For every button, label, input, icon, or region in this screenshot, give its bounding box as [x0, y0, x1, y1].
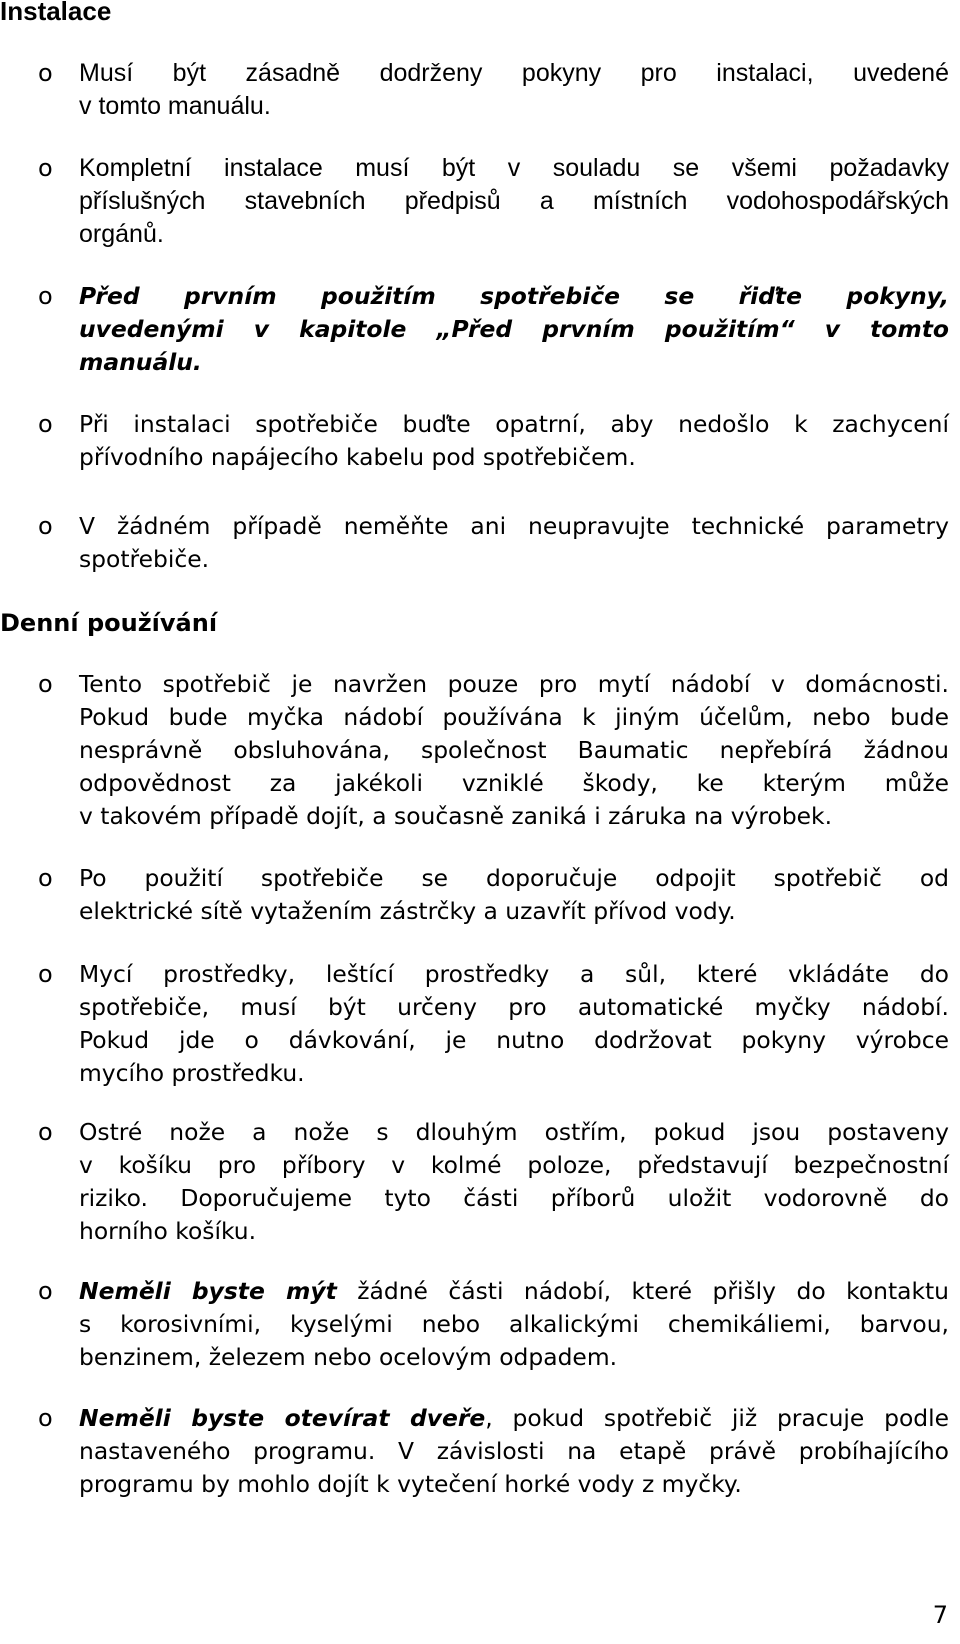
text-line: Při instalaci spotřebiče buďte opatrní, aby nedošlo k zachycení [79, 410, 949, 438]
text-line: v tomto manuálu. [79, 92, 271, 120]
text-line: V žádném případě neměňte ani neupravujte technické parametry [79, 512, 949, 540]
text-line: uvedenými v kapitole „Před prvním použitím“ v tomto [79, 315, 949, 343]
text-line: nesprávně obsluhována, společnost Baumatic nepřebírá žádnou [79, 736, 949, 764]
text-line: v košíku pro příbory v kolmé poloze, představují bezpečnostní [79, 1151, 949, 1179]
bullet-marker: o [38, 59, 53, 87]
text-line: manuálu. [79, 348, 202, 376]
text-line: spotřebiče. [79, 545, 210, 573]
text-line: Musí být zásadně dodrženy pokyny pro instalaci, uvedené [79, 59, 949, 87]
text-line: Pokud bude myčka nádobí používána k jiným účelům, nebo bude [79, 703, 949, 731]
text-line: Před prvním použitím spotřebiče se řiďte pokyny, [79, 282, 949, 310]
bullet-marker: o [38, 670, 53, 698]
bullet-marker: o [38, 1277, 53, 1305]
text-line: mycího prostředku. [79, 1059, 305, 1087]
text-line: nastaveného programu. V závislosti na etapě právě probíhajícího [79, 1437, 949, 1465]
list-item-text [79, 152, 949, 251]
text-line: Mycí prostředky, leštící prostředky a sůl, které vkládáte do [79, 960, 949, 988]
text-line: odpovědnost za jakékoli vzniklé škody, ke kterým může [79, 769, 949, 797]
emphasis-text: Neměli byste mýt [79, 1277, 337, 1305]
text-line [79, 1275, 949, 1308]
list-item-text [79, 862, 949, 928]
bullet-marker: o [38, 1404, 53, 1432]
emphasis-text: Neměli byste otevírat dveře [79, 1404, 486, 1432]
list-item-text [79, 668, 949, 833]
bullet-marker: o [38, 960, 53, 988]
list-item-text [79, 510, 949, 576]
text-line: Po použití spotřebiče se doporučuje odpojit spotřebič od [79, 864, 949, 892]
text-line-rest: , pokud spotřebič již pracuje podle [485, 1404, 949, 1432]
text-line: s korosivními, kyselými nebo alkalickými chemikáliemi, barvou, [79, 1310, 949, 1338]
text-line: horního košíku. [79, 1217, 257, 1245]
text-line: elektrické sítě vytažením zástrčky a uzavřít přívod vody. [79, 897, 736, 925]
section-heading-installation: Instalace [0, 0, 112, 26]
list-item-text [79, 57, 949, 123]
text-line [79, 1402, 949, 1435]
section-heading-daily-use: Denní používání [0, 609, 218, 637]
text-line: spotřebiče, musí být určeny pro automatické myčky nádobí. [79, 993, 949, 1021]
text-line-rest: žádné části nádobí, které přišly do kontaktu [336, 1277, 949, 1305]
list-item-text [79, 958, 949, 1090]
text-line: orgánů. [79, 220, 164, 248]
text-line: přívodního napájecího kabelu pod spotřebičem. [79, 443, 636, 471]
list-item-text [79, 1275, 949, 1374]
bullet-marker: o [38, 154, 53, 182]
text-line: příslušných stavebních předpisů a místních vodohospodářských [79, 187, 949, 215]
text-line: Kompletní instalace musí být v souladu se všemi požadavky [79, 154, 949, 182]
list-item-text [79, 1402, 949, 1501]
bullet-marker: o [38, 410, 53, 438]
bullet-marker: o [38, 512, 53, 540]
text-line: benzinem, železem nebo ocelovým odpadem. [79, 1343, 618, 1371]
text-line: riziko. Doporučujeme tyto části příborů uložit vodorovně do [79, 1184, 949, 1212]
bullet-marker: o [38, 1118, 53, 1146]
bullet-marker: o [38, 864, 53, 892]
list-item-text [79, 408, 949, 474]
text-line: Pokud jde o dávkování, je nutno dodržovat pokyny výrobce [79, 1026, 949, 1054]
text-line: v takovém případě dojít, a současně zaniká i záruka na výrobek. [79, 802, 833, 830]
bullet-marker: o [38, 282, 53, 310]
text-line: programu by mohlo dojít k vytečení horké vody z myčky. [79, 1470, 742, 1498]
list-item-text [79, 1116, 949, 1248]
list-item-text [79, 280, 949, 379]
text-line: Tento spotřebič je navržen pouze pro mytí nádobí v domácnosti. [79, 670, 949, 698]
page-number: 7 [932, 1601, 948, 1629]
text-line: Ostré nože a nože s dlouhým ostřím, pokud jsou postaveny [79, 1118, 949, 1146]
